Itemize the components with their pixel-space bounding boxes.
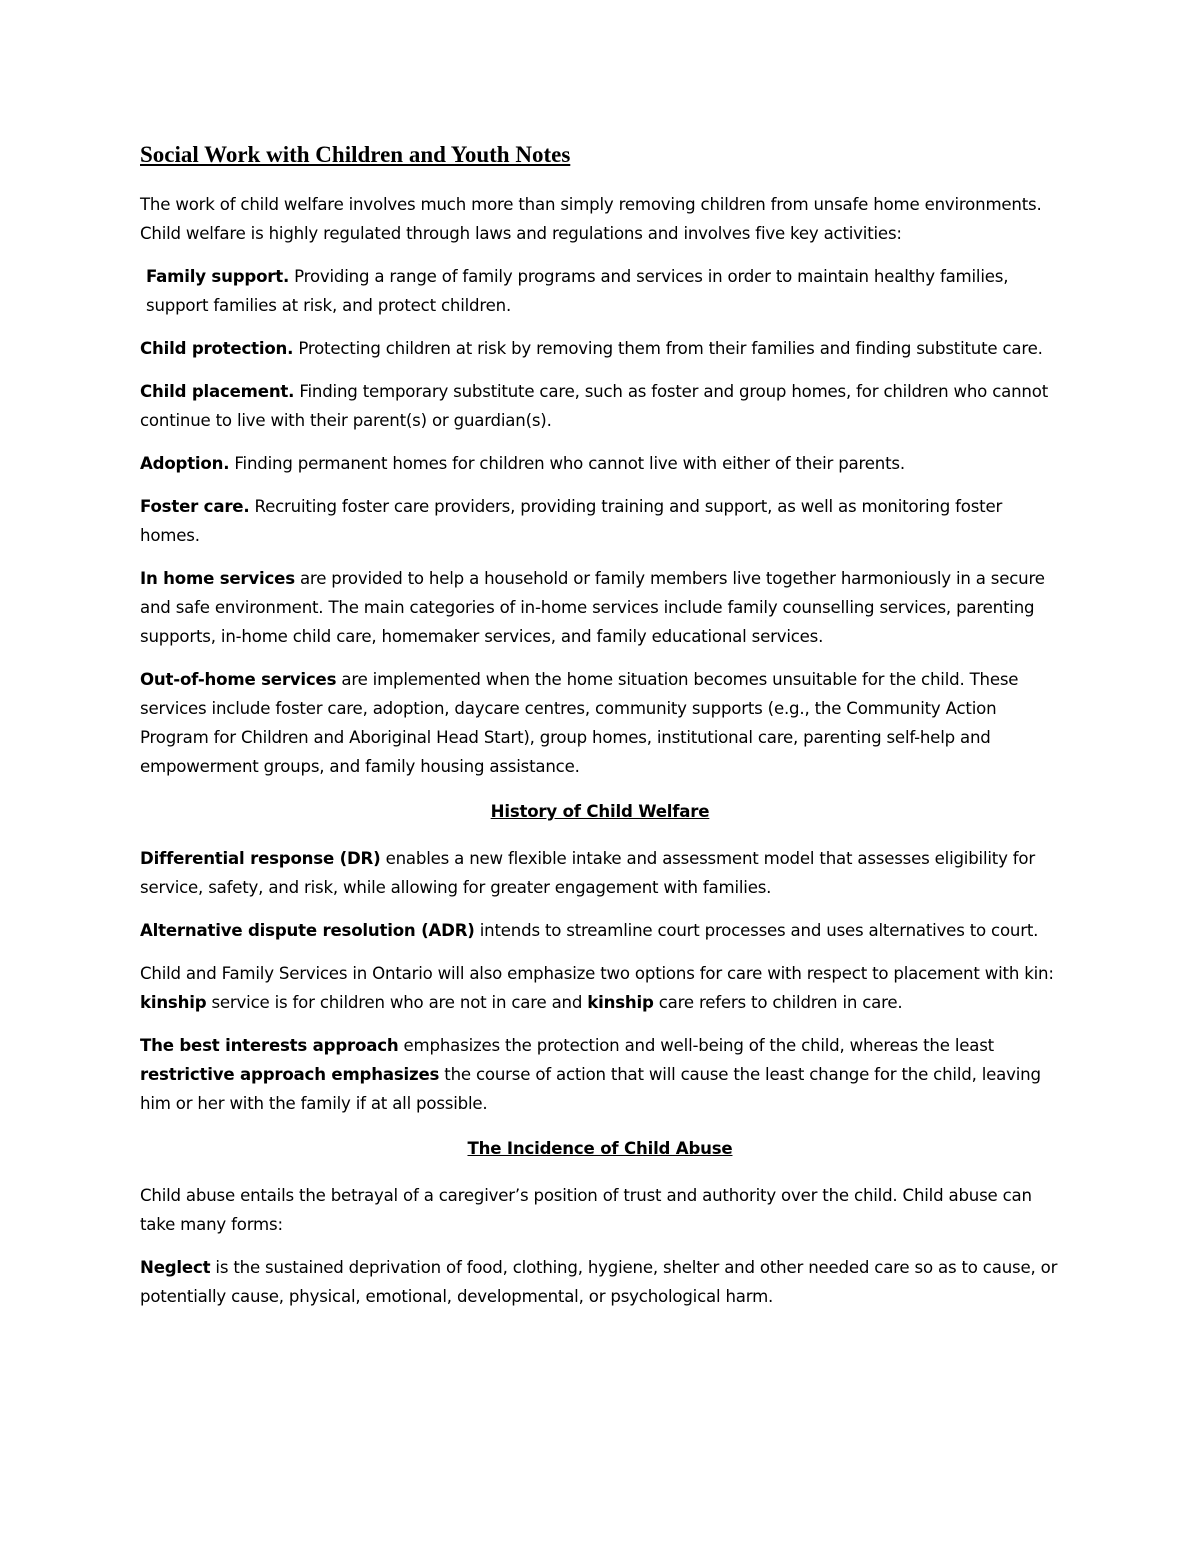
term-neglect: Neglect [140, 1257, 211, 1277]
kinship-paragraph [140, 959, 1060, 1017]
definition-child-protection: Protecting children at risk by removing them from their families and finding substitute care. [293, 338, 1043, 358]
definition-foster-care: Recruiting foster care providers, providing training and support, as well as monitoring foster homes. [140, 496, 1003, 545]
definition-in-home-services: are provided to help a household or family members live together harmoniously in a secure and safe environment. The main categories of in-home services include family counselling services, parenting supports, in-home child care, homemaker services, and family educational services. [140, 568, 1045, 646]
best-interests-text-1: emphasizes the protection and well-being of the child, whereas the least [398, 1035, 994, 1055]
differential-response-paragraph [140, 844, 1060, 902]
neglect-paragraph [140, 1253, 1060, 1311]
definition-adoption: Finding permanent homes for children who cannot live with either of their parents. [229, 453, 905, 473]
term-kinship-care: kinship [587, 992, 654, 1012]
document-page [140, 140, 1060, 1325]
best-interests-paragraph [140, 1031, 1060, 1118]
definition-out-of-home-services: are implemented when the home situation becomes unsuitable for the child. These services include foster care, adoption, daycare centres, community supports (e.g., the Community Action Program for Children and Aboriginal Head Start), group homes, institutional care, parenting self-help and empowerment groups, and family housing assistance. [140, 669, 1019, 776]
abuse-intro-paragraph: Child abuse entails the betrayal of a caregiver’s position of trust and authority over the child. Child abuse can take many forms: [140, 1185, 1032, 1234]
intro-paragraph: The work of child welfare involves much more than simply removing children from unsafe home environments. Child welfare is highly regulated through laws and regulations and involves five key activities: [140, 194, 1042, 243]
definition-adr: intends to streamline court processes and uses alternatives to court. [474, 920, 1039, 940]
document-title: Social Work with Children and Youth Notes [140, 142, 571, 167]
activity-family-support [140, 262, 1060, 320]
activity-adoption [140, 449, 1060, 478]
term-family-support: Family support. [146, 266, 290, 286]
definition-family-support: Providing a range of family programs and services in order to maintain healthy families, support families at risk, and protect children. [146, 266, 1009, 315]
activity-child-placement [140, 377, 1060, 435]
term-best-interests: The best interests approach [140, 1035, 399, 1055]
term-child-protection: Child protection. [140, 338, 294, 358]
term-out-of-home-services: Out-of-home services [140, 669, 337, 689]
in-home-services-paragraph [140, 564, 1060, 651]
term-child-placement: Child placement. [140, 381, 295, 401]
term-differential-response: Differential response (DR) [140, 848, 381, 868]
out-of-home-services-paragraph [140, 665, 1060, 781]
term-restrictive-approach: restrictive approach emphasizes [140, 1064, 440, 1084]
term-adoption: Adoption. [140, 453, 230, 473]
history-heading: History of Child Welfare [490, 801, 710, 821]
abuse-heading: The Incidence of Child Abuse [467, 1138, 733, 1158]
definition-neglect: is the sustained deprivation of food, clothing, hygiene, shelter and other needed care so as to cause, or potentially cause, physical, emotional, developmental, or psychological harm. [140, 1257, 1058, 1306]
activity-child-protection [140, 334, 1060, 363]
term-foster-care: Foster care. [140, 496, 250, 516]
best-interests-text-2: the course of action that will cause the least change for the child, leaving him or her with the family if at all possible. [140, 1064, 1041, 1113]
definition-differential-response: enables a new flexible intake and assessment model that assesses eligibility for service, safety, and risk, while allowing for greater engagement with families. [140, 848, 1036, 897]
kinship-text-1: Child and Family Services in Ontario will also emphasize two options for care with respect to placement with kin: [140, 963, 1054, 983]
definition-child-placement: Finding temporary substitute care, such as foster and group homes, for children who cannot continue to live with their parent(s) or guardian(s). [140, 381, 1048, 430]
kinship-text-2: service is for children who are not in care and [206, 992, 588, 1012]
adr-paragraph [140, 916, 1060, 945]
kinship-text-3: care refers to children in care. [653, 992, 903, 1012]
activity-foster-care [140, 492, 1060, 550]
term-adr: Alternative dispute resolution (ADR) [140, 920, 475, 940]
term-kinship-service: kinship [140, 992, 207, 1012]
term-in-home-services: In home services [140, 568, 295, 588]
